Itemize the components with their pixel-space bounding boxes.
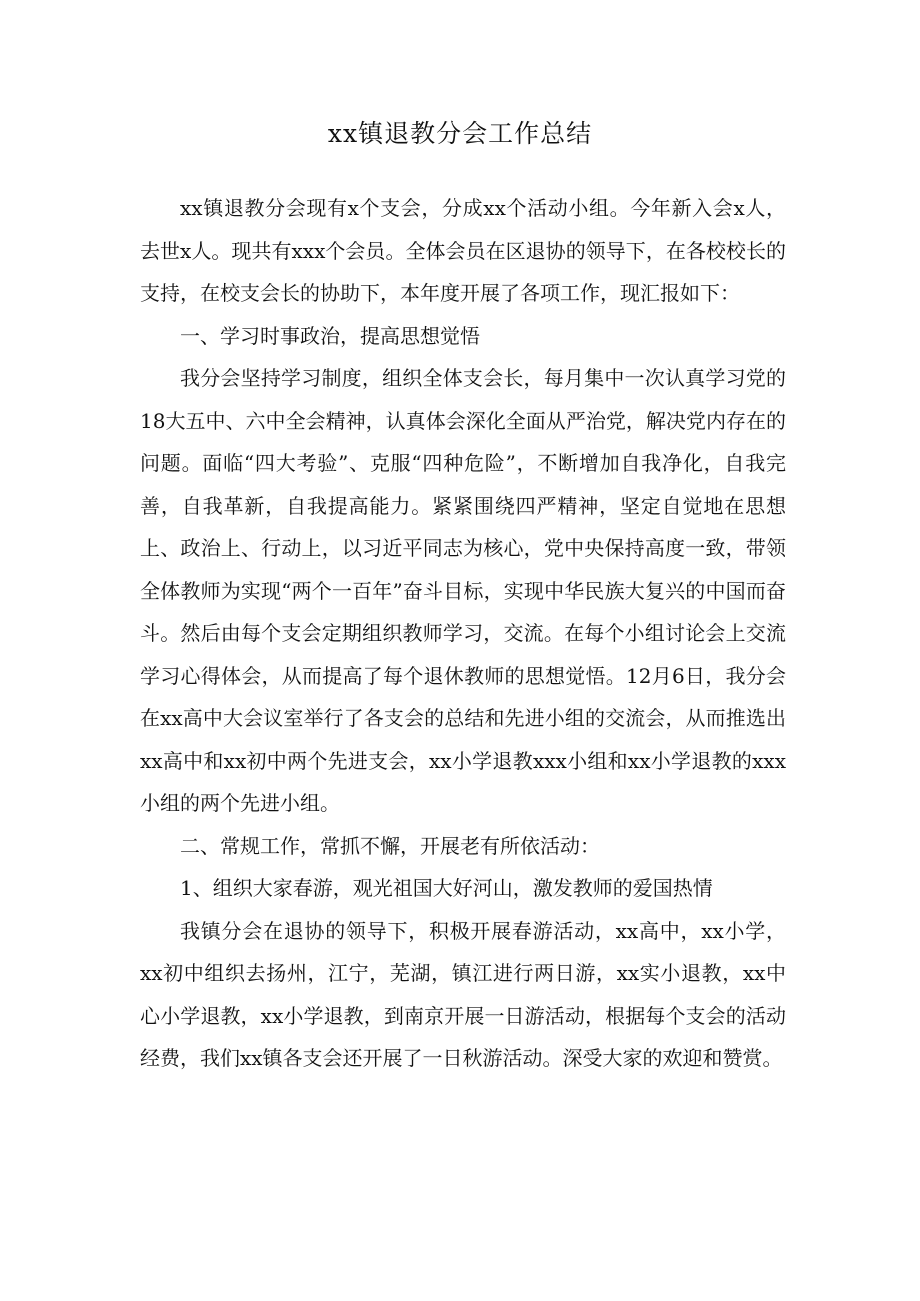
document-title: xx镇退教分会工作总结 xyxy=(327,119,593,148)
document-body xyxy=(140,187,786,1080)
subsection-2-1-paragraph: 我镇分会在退协的领导下，积极开展春游活动，xx高中，xx小学，xx初中组织去扬州，江宁，芜湖，镇江进行两日游，xx实小退教，xx中心小学退教，xx小学退教，到南京开展一日游活动，根据每个支会的活动经费，我们xx镇各支会还开展了一日秋游活动。深受大家的欢迎和赞赏。 xyxy=(140,918,786,1070)
section-1-paragraph: 我分会坚持学习制度，组织全体支会长，每月集中一次认真学习党的18大五中、六中全会精神，认真体会深化全面从严治党，解决党内存在的问题。面临“四大考验”、克服“四种危险”，不断增加自我净化，自我完善，自我革新，自我提高能力。紧紧围绕四严精神，坚定自觉地在思想上、政治上、行动上，以习近平同志为核心，党中央保持高度一致，带领全体教师为实现“两个一百年”奋斗目标，实现中华民族大复兴的中国而奋斗。然后由每个支会定期组织教师学习，交流。在每个小组讨论会上交流学习心得体会，从而提高了每个退休教师的思想觉悟。12月6日，我分会在xx高中大会议室举行了各支会的总结和先进小组的交流会，从而推选出xx高中和xx初中两个先进支会，xx小学退教xxx小组和xx小学退教的xxx小组的两个先进小组。 xyxy=(140,366,786,815)
intro-paragraph: xx镇退教分会现有x个支会，分成xx个活动小组。今年新入会x人，去世x人。现共有xxx个会员。全体会员在区退协的领导下，在各校校长的支持，在校支会长的协助下，本年度开展了各项工作，现汇报如下： xyxy=(140,196,786,305)
section-heading-1: 一、学习时事政治，提高思想觉悟 xyxy=(180,323,480,348)
section-heading-2: 二、常规工作，常抓不懈，开展老有所依活动： xyxy=(180,833,600,858)
subsection-heading-2-1: 1、组织大家春游，观光祖国大好河山，激发教师的爱国热情 xyxy=(180,876,713,900)
